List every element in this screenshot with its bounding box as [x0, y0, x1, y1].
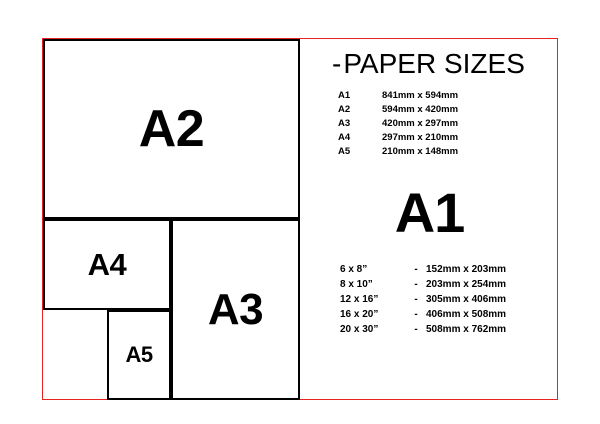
metric-dimensions-a3: 420mm x 297mm [382, 117, 459, 129]
title-text: PAPER SIZES [343, 48, 525, 79]
imperial-dash-2: - [414, 279, 418, 290]
table-row [338, 144, 528, 158]
paper-label-a2: A2 [138, 100, 205, 158]
paper-label-a3: A3 [207, 284, 264, 334]
imperial-dash-1: - [414, 264, 418, 275]
title-dash: - [332, 48, 342, 79]
imperial-mm-4: 406mm x 508mm [426, 309, 507, 320]
paper-label-a5: A5 [125, 342, 153, 367]
table-row [340, 307, 506, 322]
imperial-dash-5: - [414, 324, 418, 335]
imperial-inches-1: 6 x 8” [340, 264, 368, 275]
imperial-inches-3: 12 x 16” [340, 294, 379, 305]
paper-label-a4: A4 [87, 247, 127, 282]
metric-dimensions-a1: 841mm x 594mm [382, 89, 459, 101]
imperial-mm-3: 305mm x 406mm [426, 294, 507, 305]
metric-dimensions-a5: 210mm x 148mm [382, 145, 459, 157]
imperial-size-table [340, 262, 506, 337]
metric-name-a3: A3 [338, 117, 351, 129]
imperial-mm-5: 508mm x 762mm [426, 324, 507, 335]
imperial-inches-2: 8 x 10” [340, 279, 373, 290]
table-row [338, 88, 528, 102]
imperial-mm-2: 203mm x 254mm [426, 279, 507, 290]
info-panel [302, 40, 557, 399]
imperial-mm-1: 152mm x 203mm [426, 264, 507, 275]
imperial-inches-5: 20 x 30” [340, 324, 379, 335]
metric-name-a5: A5 [338, 145, 351, 157]
table-row [340, 262, 506, 277]
metric-dimensions-a2: 594mm x 420mm [382, 103, 459, 115]
table-row [340, 322, 506, 337]
featured-size-label: A1 [394, 181, 465, 244]
table-row [338, 116, 528, 130]
table-row [338, 130, 528, 144]
metric-name-a2: A2 [338, 103, 351, 115]
imperial-dash-4: - [414, 309, 418, 320]
table-row [338, 102, 528, 116]
panel-title [332, 48, 525, 80]
imperial-inches-4: 16 x 20” [340, 309, 379, 320]
metric-dimensions-a4: 297mm x 210mm [382, 131, 459, 143]
metric-name-a4: A4 [338, 131, 351, 143]
imperial-dash-3: - [414, 294, 418, 305]
table-row [340, 277, 506, 292]
metric-name-a1: A1 [338, 89, 351, 101]
metric-size-table [338, 88, 528, 158]
table-row [340, 292, 506, 307]
